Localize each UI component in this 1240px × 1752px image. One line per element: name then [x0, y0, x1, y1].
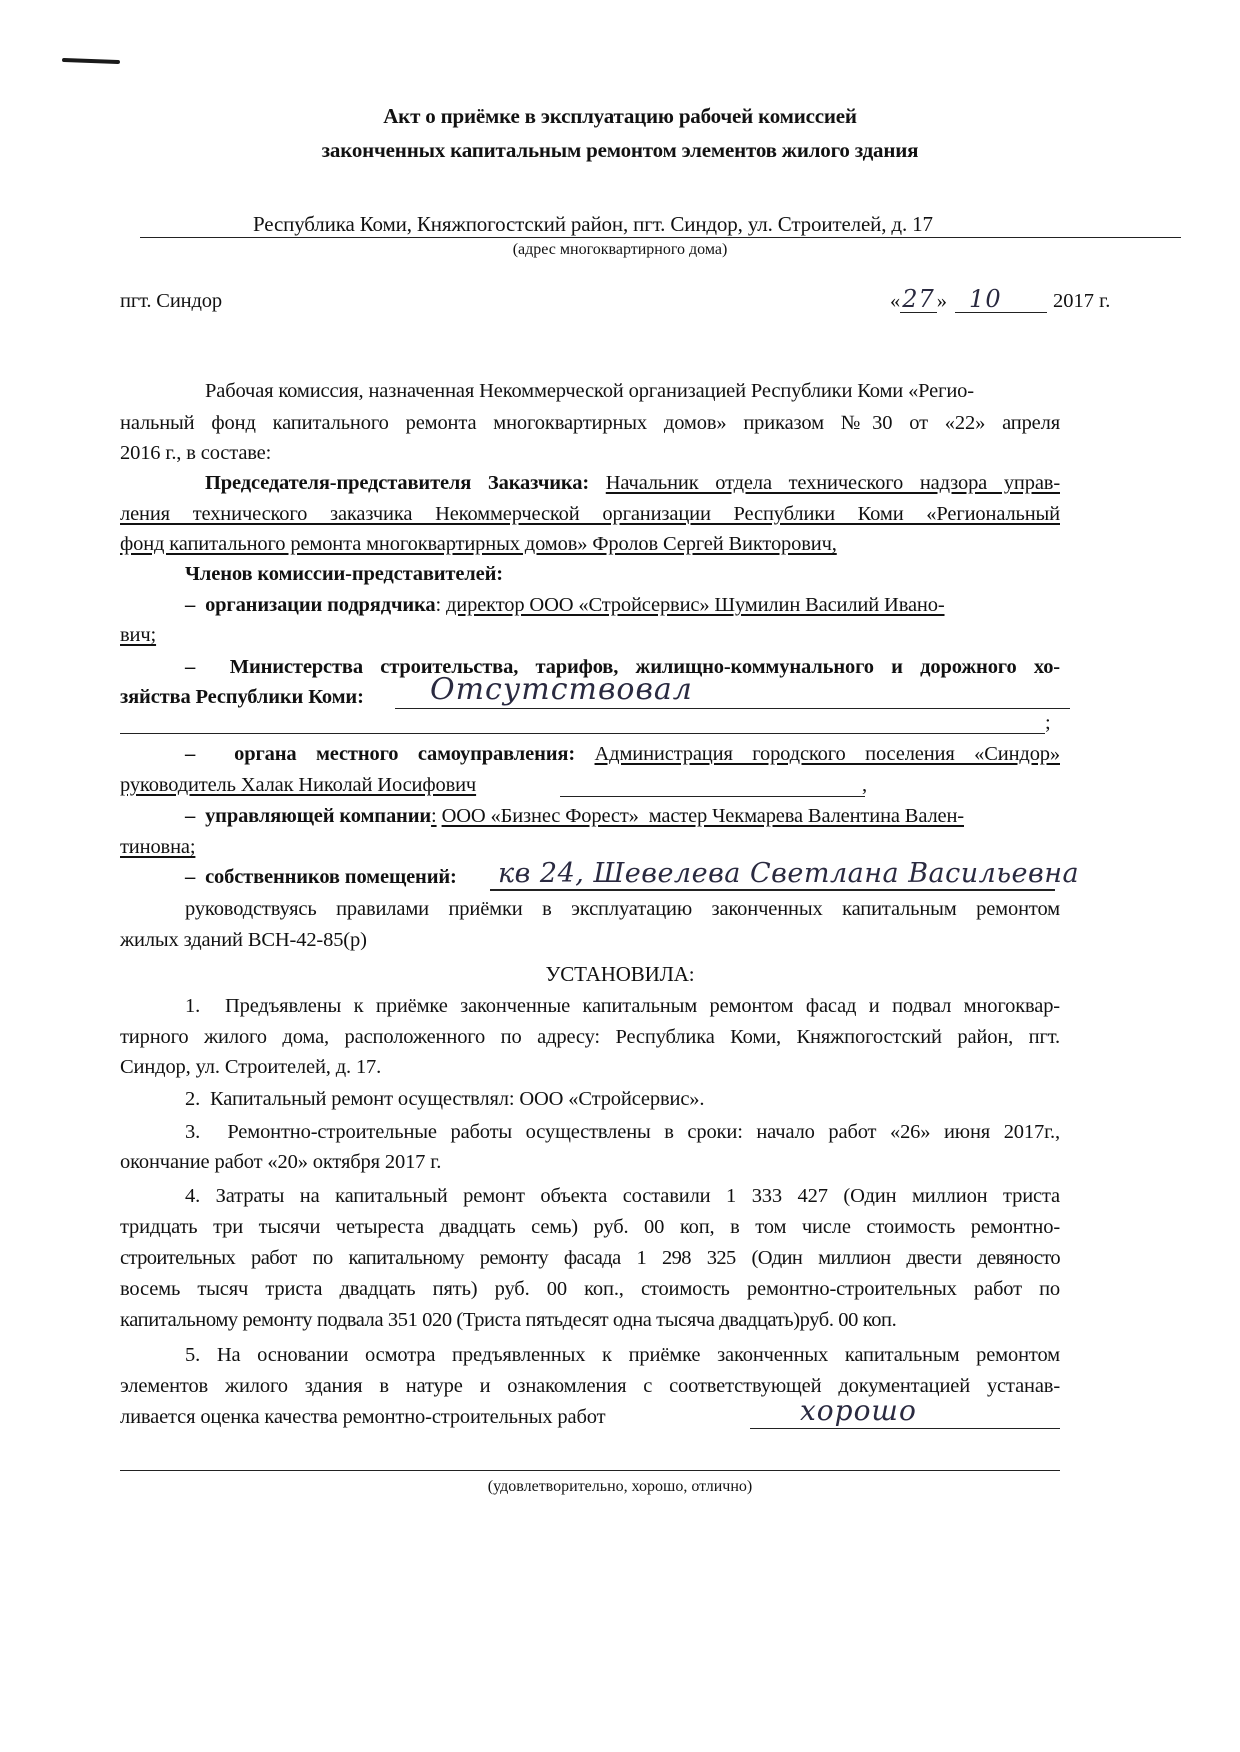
chairman-line1 [205, 472, 1060, 495]
item-4-line5: капитальному ремонту подвала 351 020 (Триста пятьдесят одна тысяча двадцать)руб. 00 коп. [120, 1309, 897, 1331]
ministry-handwritten: Отсутствовал [430, 672, 693, 707]
management-line1: – управляющей компании: ООО «Бизнес Форест» мастер Чекмарева Валентина Вален- [185, 805, 964, 827]
item-5-line2: элементов жилого здания в натуре и ознакомления с соответствующей документацией устанав- [120, 1375, 1060, 1397]
ministry-fill-line [395, 708, 1070, 709]
item-1-line3: Синдор, ул. Строителей, д. 17. [120, 1056, 382, 1078]
local-gov-value: Администрация городского поселения «Синдор» [594, 743, 1060, 765]
owners-handwritten: кв 24, Шевелева Светлана Васильевна [498, 858, 1080, 889]
intro-line1: Рабочая комиссия, назначенная Некоммерческой организацией Республики Коми «Регио- [205, 380, 974, 402]
chairman-line3: фонд капитального ремонта многоквартирных домов» Фролов Сергей Викторович, [120, 533, 837, 555]
management-line2: тиновна; [120, 836, 196, 858]
item-4-line1: 4. Затраты на капитальный ремонт объекта составили 1 333 427 (Один миллион триста [185, 1185, 1060, 1207]
ministry-label-line2: зяйства Республики Коми: [120, 686, 364, 708]
ministry-line1: – Министерства строительства, тарифов, жилищно-коммунального и дорожного хо- [185, 656, 1060, 678]
document-title-line1: Акт о приёмке в эксплуатацию рабочей комиссией [383, 104, 857, 128]
date-day-handwritten: 27 [902, 285, 935, 313]
document-date [890, 286, 1110, 313]
date-close-quote: » [936, 290, 948, 312]
contractor-line1: – организации подрядчика: директор ООО «Стройсервис» Шумилин Василий Ивано- [185, 594, 945, 616]
management-value: ООО «Бизнес Форест» мастер Чекмарева Валентина Вален- [441, 805, 964, 827]
grade-fill-line-2 [120, 1470, 1060, 1471]
date-year: 2017 г. [1053, 290, 1111, 312]
grade-handwritten: хорошо [800, 1394, 917, 1427]
contractor-value: директор ООО «Стройсервис» Шумилин Василий Ивано- [446, 594, 945, 616]
chairman-value-1: Начальник отдела технического надзора управ- [605, 472, 1060, 494]
item-5-line3: ливается оценка качества ремонтно-строительных работ [120, 1406, 606, 1428]
guided-line1: руководствуясь правилами приёмки в эксплуатацию законченных капитальным ремонтом [185, 898, 1060, 920]
ministry-fill-line-2 [120, 733, 1045, 734]
management-label: управляющей компании [205, 805, 432, 827]
local-gov-end-mark: , [862, 774, 867, 796]
item-4-line4: восемь тысяч триста двадцать пять) руб. 00 коп., стоимость ремонтно-строительных работ по [120, 1278, 1060, 1300]
chairman-label: Председателя-представителя Заказчика: [205, 472, 590, 494]
item-3-line1: 3. Ремонтно-строительные работы осуществлены в сроки: начало работ «26» июня 2017г., [185, 1121, 1060, 1143]
members-heading: Членов комиссии-представителей: [185, 563, 503, 585]
building-address: Республика Коми, Княжпогостский район, пгт. Синдор, ул. Строителей, д. 17 [253, 212, 933, 236]
place-name: пгт. Синдор [120, 290, 222, 312]
date-open-quote: « [890, 290, 901, 312]
ministry-end-mark: ; [1045, 712, 1051, 734]
intro-line2: нальный фонд капитального ремонта многоквартирных домов» приказом №30 от «22» апреля [120, 412, 1060, 434]
item-3-line2: окончание работ «20» октября 2017 г. [120, 1151, 442, 1173]
item-1-line2: тирного жилого дома, расположенного по адресу: Республика Коми, Княжпогостский район, пгт. [120, 1026, 1060, 1048]
scan-mark [62, 58, 120, 64]
grade-caption: (удовлетворительно, хорошо, отлично) [487, 1478, 753, 1495]
address-caption: (адрес многоквартирного дома) [512, 241, 728, 258]
item-2-line1: 2. Капитальный ремонт осуществлял: ООО «Стройсервис». [185, 1088, 705, 1110]
local-gov-line1: – органа местного самоуправления: Администрация городского поселения «Синдор» [185, 743, 1060, 765]
document-title-line2: законченных капитальным ремонтом элементов жилого здания [321, 138, 919, 162]
item-1-line1: 1. Предъявлены к приёмке законченные капитальным ремонтом фасад и подвал многоквар- [185, 995, 1060, 1017]
owners-label: собственников помещений: [205, 866, 457, 888]
local-gov-fill-line [560, 796, 865, 797]
guided-line2: жилых зданий ВСН-42-85(р) [120, 929, 367, 951]
local-gov-label: органа местного самоуправления: [234, 743, 576, 765]
item-5-line1: 5. На основании осмотра предъявленных к приёмке законченных капитальным ремонтом [185, 1344, 1060, 1366]
item-4-line2: тридцать три тысячи четыреста двадцать семь) руб. 00 коп, в том числе стоимость ремонтно- [120, 1216, 1060, 1238]
date-month-handwritten: 10 [955, 286, 1047, 313]
local-gov-line2: руководитель Халак Николай Иосифович [120, 774, 477, 796]
grade-fill-line [750, 1428, 1060, 1429]
contractor-line2: вич; [120, 624, 157, 646]
owners-fill-line [490, 889, 1055, 891]
contractor-label: организации подрядчика [205, 594, 436, 616]
owners-line: – собственников помещений: [185, 866, 457, 888]
item-4-line3: строительных работ по капитальному ремонту фасада 1 298 325 (Один миллион двести девяносто [120, 1247, 1060, 1269]
established-heading: УСТАНОВИЛА: [545, 962, 695, 986]
chairman-line2: ления технического заказчика Некоммерческой организации Республики Коми «Региональный [120, 503, 1060, 525]
address-underline [140, 237, 1181, 238]
intro-line3: 2016 г., в составе: [120, 442, 272, 464]
